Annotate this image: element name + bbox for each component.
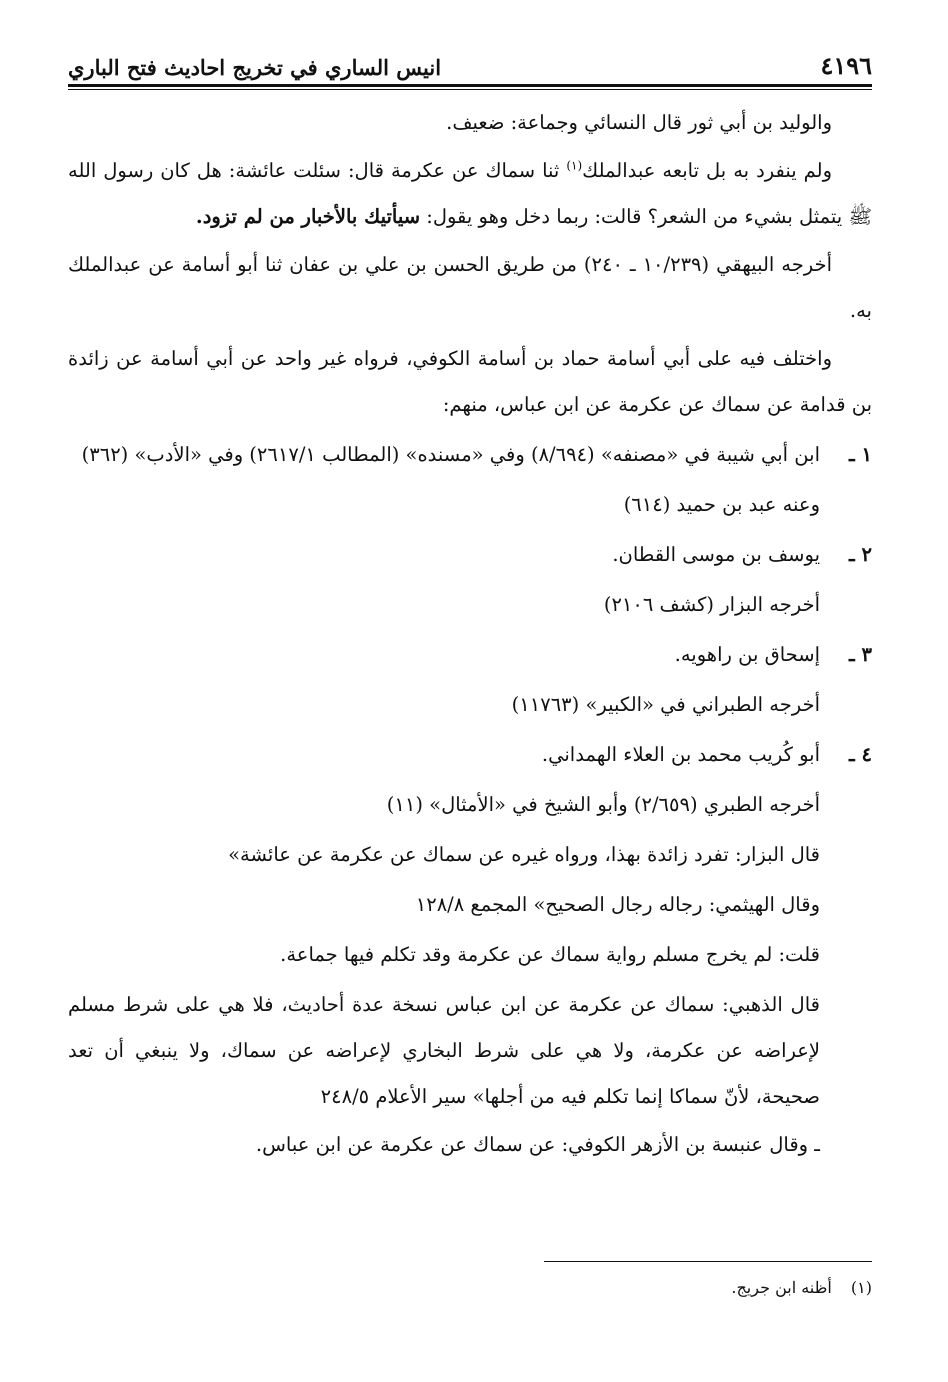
paragraph-5: قال الذهبي: سماك عن عكرمة عن ابن عباس نسخة عدة أحاديث، فلا هي على شرط مسلم لإعراضه عن عكرمة، ولا هي على شرط البخاري لإعراضه عن سماك، ولا ينبغي أن تعد صحيحة، لأنّ سماكا إنما تكلم فيه من أجلها» سير الأعلام ٢٤٨/٥ <box>68 993 820 1108</box>
item-number: ١ ـ <box>849 443 872 466</box>
item-note: أخرجه البزار (كشف ٢١٠٦) <box>603 593 820 616</box>
paragraph-2 <box>68 148 872 240</box>
paragraph-2-text-a: ولم ينفرد به بل تابعه عبدالملك <box>582 159 833 182</box>
paragraph-2-text-b: ثنا سماك عن عكرمة قال: سئلت عائشة: هل كان رسول الله ﷺ يتمثل بشيء من الشعر؟ قالت: ربما دخل وهو يقول: <box>68 159 872 228</box>
footnote <box>68 1274 872 1302</box>
item-note: قال البزار: تفرد زائدة بهذا، ورواه غيره عن سماك عن عكرمة عن عائشة» <box>228 843 820 866</box>
paragraph-1: والوليد بن أبي ثور قال النسائي وجماعة: ضعيف. <box>446 111 832 134</box>
paragraph-3: أخرجه البيهقي (١٠/٢٣٩ ـ ٢٤٠) من طريق الحسن بن علي بن عفان ثنا أبو أسامة عن عبدالملك به. <box>68 253 872 322</box>
item-number: ٣ ـ <box>849 643 872 666</box>
item-text: يوسف بن موسى القطان. <box>612 543 820 566</box>
footnote-separator <box>544 1261 872 1262</box>
footnote-number: (١) <box>850 1278 872 1297</box>
header-rule <box>68 84 872 90</box>
paragraph-6: ـ وقال عنبسة بن الأزهر الكوفي: عن سماك عن عكرمة عن ابن عباس. <box>255 1133 820 1156</box>
poem-quote: سيأتيك بالأخبار من لم تزود. <box>195 205 421 228</box>
item-note: قلت: لم يخرج مسلم رواية سماك عن عكرمة وقد تكلم فيها جماعة. <box>280 943 820 966</box>
list-item-3 <box>68 632 872 678</box>
book-title: انيس الساري في تخريج احاديث فتح الباري <box>68 55 442 80</box>
footnote-ref: (١) <box>566 158 583 173</box>
item-number: ٤ ـ <box>849 743 872 766</box>
page-header <box>68 34 872 80</box>
item-note: وقال الهيثمي: رجاله رجال الصحيح» المجمع ١٢٨/٨ <box>415 893 820 916</box>
paragraph-4: واختلف فيه على أبي أسامة حماد بن أسامة الكوفي، فرواه غير واحد عن أبي أسامة عن زائدة بن قدامة عن سماك عن عكرمة عن ابن عباس، منهم: <box>68 347 872 416</box>
list-item-4 <box>68 732 872 778</box>
item-number: ٢ ـ <box>849 543 872 566</box>
page-number: ٤١٩٦ <box>820 51 872 80</box>
item-text: إسحاق بن راهويه. <box>674 643 820 666</box>
item-note: وعنه عبد بن حميد (٦١٤) <box>623 493 820 516</box>
list-item-1 <box>68 432 872 478</box>
item-note: أخرجه الطبراني في «الكبير» (١١٧٦٣) <box>511 693 820 716</box>
item-note: أخرجه الطبري (٢/٦٥٩) وأبو الشيخ في «الأمثال» (١١) <box>386 793 820 816</box>
page-body <box>68 100 872 1170</box>
item-text: أبو كُريب محمد بن العلاء الهمداني. <box>541 743 820 766</box>
item-text: ابن أبي شيبة في «مصنفه» (٨/٦٩٤) وفي «مسنده» (المطالب ٢٦١٧/١) وفي «الأدب» (٣٦٢) <box>81 443 820 466</box>
footnote-text: أظنه ابن جريج. <box>731 1278 832 1297</box>
list-item-2 <box>68 532 872 578</box>
